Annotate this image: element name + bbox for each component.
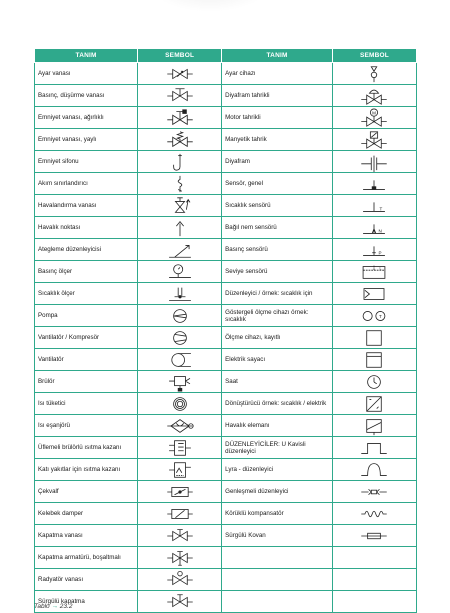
- butterfly-damper-icon: [158, 504, 202, 524]
- gate-valve-icon: [158, 592, 202, 612]
- table-row: [35, 481, 417, 503]
- symbol-left: [138, 305, 222, 327]
- bellows-compensator-icon: [352, 504, 396, 524]
- svg-text:L: L: [379, 265, 382, 270]
- symbol-right: [332, 107, 416, 129]
- page-top-shading: [150, 0, 270, 12]
- symbol-left: [138, 591, 222, 613]
- definition-right: Dönüştürücü örnek: sıcaklık / elektrik: [222, 393, 333, 415]
- table-row: [35, 503, 417, 525]
- diaphragm-actuated-valve-icon: [352, 86, 396, 106]
- symbol-right: [332, 349, 416, 371]
- arrow-right-icon: →: [51, 603, 58, 610]
- symbol-left: [138, 415, 222, 437]
- table-row: [35, 525, 417, 547]
- definition-right: [222, 569, 333, 591]
- symbol-left: [138, 503, 222, 525]
- symbol-left: [138, 569, 222, 591]
- symbol-right: [332, 151, 416, 173]
- definition-right: DÜZENLEYİCİLER: U Kavisli düzenleyici: [222, 437, 333, 459]
- flow-limiter-icon: [158, 174, 202, 194]
- heat-exchanger-icon: [158, 416, 202, 436]
- symbol-left: [138, 239, 222, 261]
- definition-right: Ölçme cihazı, kayıtlı: [222, 327, 333, 349]
- adjust-valve-icon: [158, 64, 202, 84]
- symbol-right: [332, 591, 416, 613]
- symbol-table: [34, 48, 417, 613]
- definition-left: Çekvalf: [35, 481, 138, 503]
- definition-left: Üflemeli brülörlü ısıtma kazanı: [35, 437, 138, 459]
- symbol-left: [138, 151, 222, 173]
- symbol-right: [332, 415, 416, 437]
- symbol-right: [332, 437, 416, 459]
- check-valve-icon: [158, 482, 202, 502]
- definition-left: Emniyet sifonu: [35, 151, 138, 173]
- symbol-right: [332, 217, 416, 239]
- symbol-right: [332, 129, 416, 151]
- table-row: [35, 195, 417, 217]
- definition-left: Havalık noktası: [35, 217, 138, 239]
- symbol-left: [138, 173, 222, 195]
- table-row: [35, 85, 417, 107]
- symbol-left: [138, 129, 222, 151]
- definition-right: [222, 591, 333, 613]
- burner-icon: [158, 372, 202, 392]
- definition-right: Manyetik tahrik: [222, 129, 333, 151]
- table-row: [35, 239, 417, 261]
- table-row: [35, 173, 417, 195]
- definition-right: Lyra - düzenleyici: [222, 459, 333, 481]
- table-row: [35, 459, 417, 481]
- definition-right: Bağıl nem sensörü: [222, 217, 333, 239]
- air-element-icon: [352, 416, 396, 436]
- header-symbol-left: SEMBOL: [138, 49, 222, 63]
- definition-left: Kapatma vanası: [35, 525, 138, 547]
- symbol-left: [138, 283, 222, 305]
- shutoff-valve-icon: [158, 526, 202, 546]
- air-point-icon: [158, 218, 202, 238]
- safety-siphon-icon: [158, 152, 202, 172]
- definition-right: Diyafram tahrikli: [222, 85, 333, 107]
- definition-left: Isı tüketici: [35, 393, 138, 415]
- heat-consumer-icon: [158, 394, 202, 414]
- table-row: [35, 107, 417, 129]
- table-row: [35, 591, 417, 613]
- definition-left: Basınç ölçer: [35, 261, 138, 283]
- symbol-left: [138, 63, 222, 85]
- header-definition-right: TANIM: [222, 49, 333, 63]
- definition-right: Körüklü kompansatör: [222, 503, 333, 525]
- table-row: [35, 415, 417, 437]
- thermometer-icon: [158, 284, 202, 304]
- fan-compressor-icon: [158, 328, 202, 348]
- definition-right: Sıcaklık sensörü: [222, 195, 333, 217]
- table-row: [35, 437, 417, 459]
- table-row: [35, 217, 417, 239]
- definition-left: Vantilatör / Kompresör: [35, 327, 138, 349]
- definition-right: Sensör, genel: [222, 173, 333, 195]
- symbol-left: [138, 437, 222, 459]
- definition-left: Radyatör vanası: [35, 569, 138, 591]
- caption-number: 23.2: [59, 603, 73, 610]
- weighted-safety-valve-icon: [158, 108, 202, 128]
- symbol-left: [138, 481, 222, 503]
- definition-right: Havalık elemanı: [222, 415, 333, 437]
- definition-right: Elektrik sayacı: [222, 349, 333, 371]
- symbol-right: [332, 525, 416, 547]
- symbol-right: [332, 327, 416, 349]
- lyra-compensator-icon: [352, 460, 396, 480]
- definition-left: Sıcaklık ölçer: [35, 283, 138, 305]
- definition-left: Brülör: [35, 371, 138, 393]
- definition-left: Kapatma armatürü, boşaltmalı: [35, 547, 138, 569]
- symbol-right: [332, 503, 416, 525]
- definition-left: Havalandırma vanası: [35, 195, 138, 217]
- symbol-right: [332, 283, 416, 305]
- table-row: [35, 261, 417, 283]
- vent-valve-icon: [158, 196, 202, 216]
- diaphragm-icon: [352, 152, 396, 172]
- definition-left: Akım sınırlandırıcı: [35, 173, 138, 195]
- definition-right: Göstergeli ölçme cihazı örnek: sıcaklık: [222, 305, 333, 327]
- symbol-right: [332, 305, 416, 327]
- regulator-icon: [352, 284, 396, 304]
- symbol-left: [138, 525, 222, 547]
- solid-fuel-boiler-icon: [158, 460, 202, 480]
- definition-left: Kelebek damper: [35, 503, 138, 525]
- definition-right: Saat: [222, 371, 333, 393]
- definition-right: [222, 547, 333, 569]
- table-row: [35, 393, 417, 415]
- table-row: [35, 327, 417, 349]
- symbol-left: [138, 107, 222, 129]
- definition-right: Düzenleyici / örnek: sıcaklık için: [222, 283, 333, 305]
- table-row: [35, 569, 417, 591]
- definition-right: Basınç sensörü: [222, 239, 333, 261]
- symbol-right: [332, 459, 416, 481]
- motor-actuated-valve-icon: [352, 108, 396, 128]
- sensor-general-icon: [352, 174, 396, 194]
- recording-meter-icon: [352, 328, 396, 348]
- u-bend-compensator-icon: [352, 438, 396, 458]
- definition-right: Genleşmeli düzenleyici: [222, 481, 333, 503]
- svg-text:N: N: [378, 228, 383, 234]
- temperature-sensor-icon: [352, 196, 396, 216]
- meter-label: T: [379, 313, 383, 319]
- definition-left: Ayar vanası: [35, 63, 138, 85]
- symbol-left: [138, 261, 222, 283]
- symbol-left: [138, 547, 222, 569]
- magnetic-actuator-icon: [352, 130, 396, 150]
- clock-icon: [352, 372, 396, 392]
- radiator-valve-icon: [158, 570, 202, 590]
- expansion-joint-icon: [352, 482, 396, 502]
- symbol-left: [138, 393, 222, 415]
- symbol-right: [332, 371, 416, 393]
- symbol-right: [332, 481, 416, 503]
- table-row: [35, 129, 417, 151]
- symbol-right: [332, 239, 416, 261]
- symbol-left: [138, 371, 222, 393]
- table-row: [35, 305, 417, 327]
- definition-right: Seviye sensörü: [222, 261, 333, 283]
- spring-safety-valve-icon: [158, 130, 202, 150]
- symbol-right: [332, 261, 416, 283]
- definition-left: Ategleme düzenleyicisi: [35, 239, 138, 261]
- definition-left: Emniyet vanası, yaylı: [35, 129, 138, 151]
- symbol-right: [332, 393, 416, 415]
- definition-left: Pompa: [35, 305, 138, 327]
- definition-right: Motor tahrikli: [222, 107, 333, 129]
- table-caption: [34, 603, 72, 610]
- definition-right: Sürgülü Kovan: [222, 525, 333, 547]
- definition-right: Ayar cihazı: [222, 63, 333, 85]
- symbol-left: [138, 195, 222, 217]
- table-row: [35, 349, 417, 371]
- level-sensor-icon: [352, 262, 396, 282]
- forced-draft-boiler-icon: [158, 438, 202, 458]
- symbol-left: [138, 217, 222, 239]
- symbol-right: [332, 195, 416, 217]
- symbol-left: [138, 85, 222, 107]
- pump-icon: [158, 306, 202, 326]
- definition-right: Diyafram: [222, 151, 333, 173]
- symbol-left: [138, 349, 222, 371]
- ignition-regulator-icon: [158, 240, 202, 260]
- pressure-gauge-icon: [158, 262, 202, 282]
- symbol-right: [332, 173, 416, 195]
- header-symbol-right: SEMBOL: [332, 49, 416, 63]
- pressure-sensor-icon: [352, 240, 396, 260]
- symbol-left: [138, 459, 222, 481]
- definition-left: Katı yakıtlar için ısıtma kazanı: [35, 459, 138, 481]
- symbol-right: [332, 569, 416, 591]
- symbol-right: [332, 547, 416, 569]
- table-row: [35, 371, 417, 393]
- electric-meter-icon: [352, 350, 396, 370]
- svg-text:M: M: [372, 109, 377, 115]
- definition-left: Basınç, düşürme vanası: [35, 85, 138, 107]
- definition-left: Vantilatör: [35, 349, 138, 371]
- shutoff-drain-valve-icon: [158, 548, 202, 568]
- sliding-sleeve-icon: [352, 526, 396, 546]
- definition-left: Isı eşanjörü: [35, 415, 138, 437]
- definition-left: Sürgülü kapatma: [35, 591, 138, 613]
- transducer-icon: [352, 394, 396, 414]
- svg-text:T: T: [379, 206, 383, 212]
- table-row: [35, 151, 417, 173]
- humidity-sensor-icon: [352, 218, 396, 238]
- control-device-icon: [352, 64, 396, 84]
- svg-text:P: P: [378, 250, 383, 256]
- fan-icon: [158, 350, 202, 370]
- indicating-meter-icon: [352, 306, 396, 326]
- header-definition-left: TANIM: [35, 49, 138, 63]
- symbol-left: [138, 327, 222, 349]
- table-row: [35, 547, 417, 569]
- caption-label: Tablo: [34, 603, 50, 610]
- table-header-row: [35, 49, 417, 63]
- symbol-right: [332, 63, 416, 85]
- symbol-right: [332, 85, 416, 107]
- pressure-reducing-valve-icon: [158, 86, 202, 106]
- table-row: [35, 63, 417, 85]
- table-row: [35, 283, 417, 305]
- definition-left: Emniyet vanası, ağırlıklı: [35, 107, 138, 129]
